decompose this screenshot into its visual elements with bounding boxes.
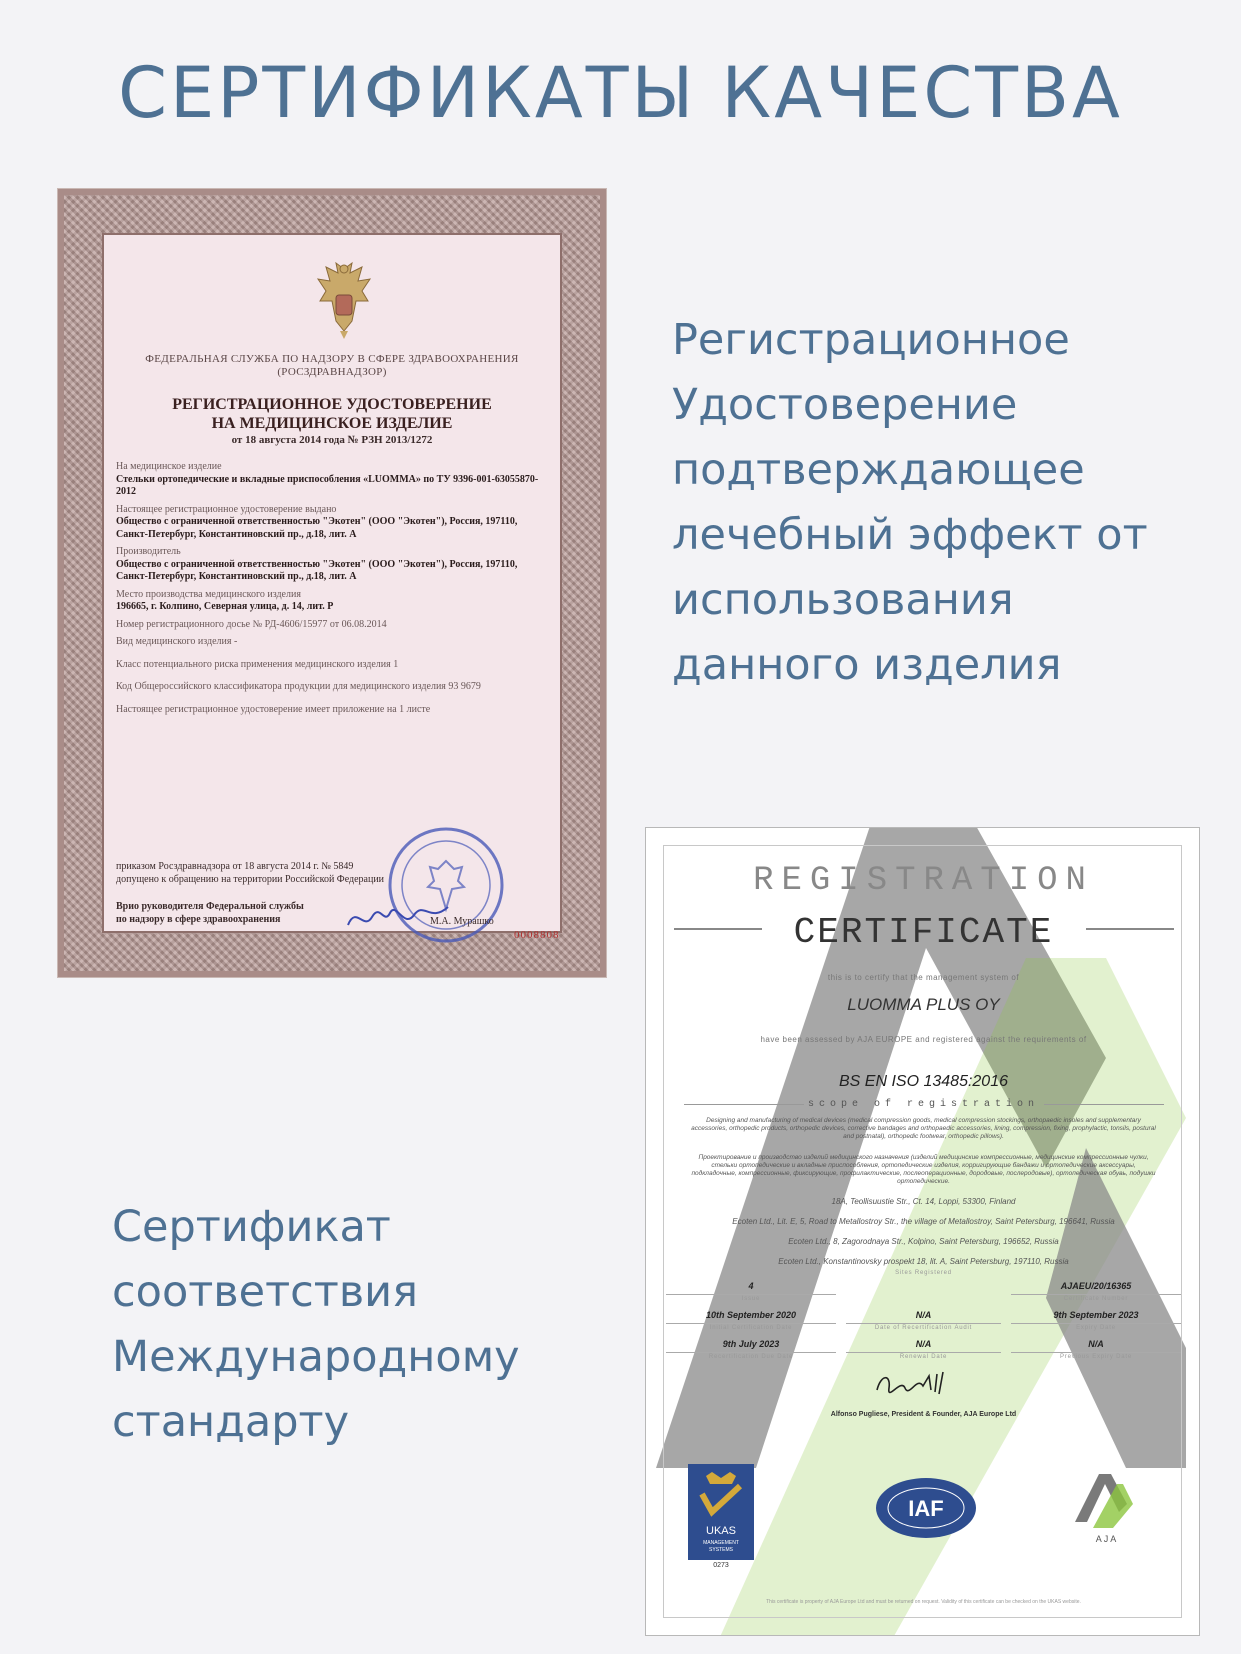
previous-expiry-label: Previous Expiry Date [1059,1354,1133,1360]
ukas-number: 0273 [713,1562,729,1569]
svg-text:IAF: IAF [908,1496,944,1521]
registration-heading: REGISTRATION [753,862,1094,900]
registration-description-line: Регистрационное [672,315,1070,365]
agency-short-name: (РОСЗДРАВНАДЗОР) [277,366,387,378]
recertification-audit-label: Date of Recertification Audit [874,1325,973,1331]
conformity-description-line: Сертификат [112,1202,391,1252]
svg-text:MANAGEMENT: MANAGEMENT [703,1540,739,1546]
recertification-due-date: 9th July 2023 [722,1339,780,1349]
order-text: приказом Росздравнадзора от 18 августа 2014 г. № 5849 допущено к обращению на территории Российской Федерации [116,861,385,885]
manufacturer-label: Производитель [116,546,181,557]
iso-registration-certificate [645,827,1200,1636]
issue-number: 4 [748,1281,754,1291]
standard-name: BS EN ISO 13485:2016 [839,1073,1008,1090]
field-rule [846,1352,1001,1353]
site-address: Ecoten Ltd., Lit. E, 5, Road to Metallostroy Str., the village of Metallostroy, Saint Petersburg, 196641, Russia [732,1217,1115,1226]
svg-text:A J A: A J A [1095,1534,1117,1544]
site-address: Ecoten Ltd., 8, Zagorodnaya Str., Kolpino, Saint Petersburg, 196652, Russia [788,1237,1059,1246]
page-title: СЕРТИФИКАТЫ КАЧЕСТВА [118,52,1123,134]
production-place-label: Место производства медицинского изделия [116,588,301,600]
certificate-date-number: от 18 августа 2014 года № РЗН 2013/1272 [231,434,433,446]
recertification-audit-date: N/A [915,1310,932,1320]
registration-description-line: данного изделия [672,640,1062,690]
conformity-description-line: соответствия [112,1267,418,1317]
iaf-logo-icon [874,1476,978,1540]
expiry-date: 9th September 2023 [1053,1310,1139,1320]
issued-to-label: Настоящее регистрационное удостоверение выдано [116,503,337,515]
conformity-description [112,1195,520,1455]
renewal-date: N/A [915,1339,932,1349]
certificate-footer: This certificate is property of AJA Europe Ltd and must be returned on request. Validity of this certificate can be checked on the UKAS website. [766,1599,1081,1605]
scope-russian: Проектирование и производство изделий медицинского назначения (изделий медицинские компрессионные, медицинские компрессионные чулки, стельки ортопедические и вкладные приспособления, ортопедические изделия, корригирующие бандажи и ортопедические аксессуары, подкладочные, компрессионные, фиксирующие, профилактические, послеоперационные, дородовые, послеродовые), ортопедическая обувь, подушки ортопедические. [691,1154,1156,1185]
manufacturer-value: Общество с ограниченной ответственностью "Экотен" (ООО "Экотен"), Россия, 197110, Санкт-Петербург, Константиновский пр., д.18, лит. А [116,558,518,582]
field-rule [1011,1323,1181,1324]
svg-text:UKAS: UKAS [706,1525,736,1537]
renewal-label: Renewal Date [899,1354,948,1360]
certificate-title [104,395,560,433]
field-rule [666,1352,836,1353]
certificate-heading: CERTIFICATE [793,912,1054,953]
field-rule [846,1323,1001,1324]
certificate-number: AJAEU/20/16365 [1060,1281,1132,1291]
scope-label: scope of registration [807,1099,1040,1110]
issuing-agency [104,353,560,379]
russian-coat-of-arms-icon [312,261,376,341]
previous-expiry-date: N/A [1088,1339,1104,1349]
certify-text: this is to certify that the management system of [827,973,1020,982]
recertification-due-label: Recertification Due Date [708,1354,794,1360]
dossier-number: Номер регистрационного досье № РД-4606/15977 от 06.08.2014 [116,618,387,630]
field-rule [666,1294,836,1295]
field-rule [666,1323,836,1324]
risk-class: Класс потенциального риска применения медицинского изделия 1 [116,658,399,670]
serial-number: 0008808 [514,929,560,941]
conformity-description-line: стандарту [112,1397,350,1447]
device-label: На медицинское изделие [116,461,222,472]
device-kind: Вид медицинского изделия - [116,636,238,647]
initial-certification-date: 10th September 2020 [705,1310,797,1320]
registration-description [672,308,1148,698]
appendix-note: Настоящее регистрационное удостоверение имеет приложение на 1 листе [116,703,431,715]
certificate-title-line: НА МЕДИЦИНСКОЕ ИЗДЕЛИЕ [211,415,453,432]
production-place-value: 196665, г. Колпино, Северная улица, д. 14, лит. Р [116,601,334,612]
agency-name: ФЕДЕРАЛЬНАЯ СЛУЖБА ПО НАДЗОРУ В СФЕРЕ ЗДРАВООХРАНЕНИЯ [145,353,519,365]
device-value: Стельки ортопедические и вкладные приспособления «LUOMMA» по ТУ 9396-001-63055870-2012 [116,473,539,497]
registration-description-line: использования [672,575,1014,625]
registration-description-line: Удостоверение [672,380,1018,430]
ru-registration-certificate [58,189,606,977]
svg-text:SYSTEMS: SYSTEMS [709,1547,733,1553]
assessed-text: have been assessed by AJA EUROPE and registered against the requirements of [760,1035,1087,1044]
field-rule [1011,1352,1181,1353]
company-name: LUOMMA PLUS OY [847,995,1000,1014]
issue-label: Issue [741,1296,761,1302]
issued-to-value: Общество с ограниченной ответственностью "Экотен" (ООО "Экотен"), Россия, 197110, Санкт-Петербург, Константиновский пр., д.18, лит. А [116,516,518,540]
field-rule [1011,1294,1181,1295]
handwritten-signature-icon [871,1368,971,1398]
site-address: 18A, Teollisuustie Str., Ct. 14, Loppi, 53300, Finland [831,1197,1016,1206]
certificate-body [116,461,550,721]
registration-description-line: подтверждающее [672,445,1085,495]
certificate-inner-panel [102,233,562,941]
head-title: Врио руководителя Федеральной службы по надзору в сфере здравоохранения [116,901,304,925]
conformity-description-line: Международному [112,1332,520,1382]
aja-logo-icon [1071,1468,1141,1548]
okp-code: Код Общероссийского классификатора продукции для медицинского изделия 93 9679 [116,681,481,692]
initial-certification-label: Initial Certification Date [709,1325,793,1331]
handwritten-signature-icon [344,895,454,935]
registration-description-line: лечебный эффект от [672,510,1148,560]
ukas-logo-icon [688,1464,754,1560]
scope-english: Designing and manufacturing of medical devices (medical compression goods, medical compression stockings, orthopaedic insoles and supplementary accessories, orthopedic products, orthopedic devices, corrective bandages and orthopaedic accessories, lining, compression, fixing, prophylactic, tonsils, postural and postnatal), orthopedic footwear, orthopedic pillows). [691,1117,1156,1140]
expiry-label: Expiry Date [1076,1325,1116,1331]
signer-name: Alfonso Pugliese, President & Founder, AJA Europe Ltd [830,1411,1017,1418]
sites-label: Sites Registered [895,1270,952,1276]
signer-name: М.А. Мурашко [430,916,494,927]
certificate-number-label: Certificate Number [1063,1296,1129,1302]
site-address: Ecoten Ltd., Konstantinovsky prospekt 18, lit. A, Saint Petersburg, 197110, Russia [778,1257,1069,1266]
certificate-title-line: РЕГИСТРАЦИОННОЕ УДОСТОВЕРЕНИЕ [172,396,492,413]
